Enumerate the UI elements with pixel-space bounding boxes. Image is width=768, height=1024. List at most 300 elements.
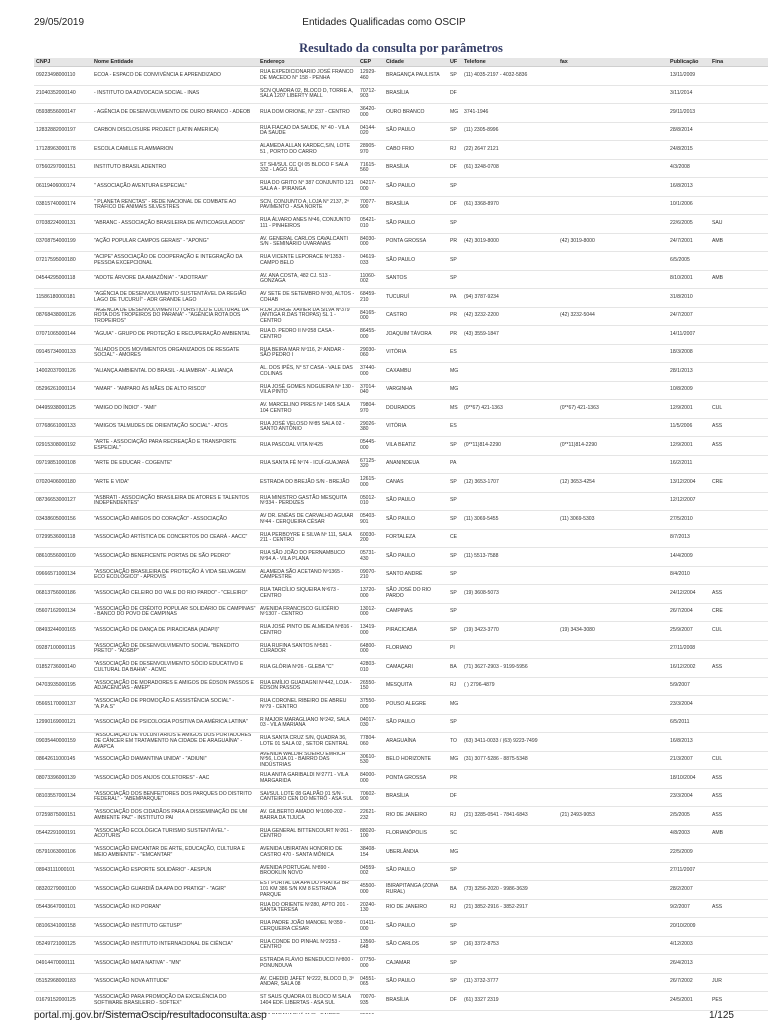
cell-cnpj: 05442291000191 [34,825,92,844]
cell-purpose: CRE [710,603,768,622]
cell-purpose: ASS [710,437,768,456]
cell-cep: 86455-000 [358,326,384,345]
cell-uf: PR [448,233,462,252]
cell-purpose: AMB [710,825,768,844]
cell-fax [558,529,668,548]
table-row [34,363,768,382]
report-heading: Resultado da consulta por parâmetros [299,41,503,55]
cell-cnpj: 03708754000199 [34,233,92,252]
cell-address: RUA SANTA CRUZ S/N, QUADRA 36, LOTE 01 SALA 02 , SETOR CENTRAL [258,733,358,752]
cell-uf: SP [448,603,462,622]
print-url: portal.mj.gov.br/SistemaOscip/resultadoconsulta.asp [34,1010,267,1021]
cell-published: 22/6/2005 [668,215,710,234]
table-row [34,973,768,992]
cell-phone: (11) 2305-8996 [462,122,558,141]
cell-published: 16/2/2011 [668,455,710,474]
cell-address: RUA PADRE JOÃO MANOEL Nº359 - CERQUEIRA CÉSAR [258,918,358,937]
cell-name: "ABRANC - ASSOCIAÇÃO BRASILEIRA DE ANTICOAGULADOS" [92,215,258,234]
cell-fax [558,85,668,104]
cell-cep: 11060-002 [358,270,384,289]
cell-phone: (11) 4035-2197 - 4032-5836 [462,67,558,86]
cell-uf: TO [448,733,462,752]
cell-published: 6/5/2011 [668,714,710,733]
cell-cnpj: 08943111000101 [34,862,92,881]
cell-name: "ASSOCIAÇÃO DE DESENVOLVIMENTO SÓCIO EDUCATIVO E CULTURAL DA BAHIA" - ACMC [92,659,258,678]
cell-cep: 29030-060 [358,344,384,363]
cell-name: "ASSOCIAÇÃO ESPORTE SOLIDÁRIO" - AESPUN [92,862,258,881]
cell-fax: (42) 3019-8000 [558,233,668,252]
cell-purpose [710,159,768,178]
cell-fax [558,566,668,585]
cell-cep: 60030-200 [358,529,384,548]
cell-city: DOURADOS [384,400,448,419]
cell-uf: RJ [448,141,462,160]
table-row [34,122,768,141]
cell-published: 14/11/2007 [668,326,710,345]
cell-uf: DF [448,159,462,178]
cell-city: CAMPINAS [384,603,448,622]
cell-phone [462,862,558,881]
cell-phone [462,640,558,659]
cell-cep: 79804-970 [358,400,384,419]
cell-fax [558,455,668,474]
cell-phone [462,714,558,733]
cell-cnpj: 08642611000145 [34,751,92,770]
cell-fax [558,936,668,955]
cell-fax [558,899,668,918]
cell-cep: 67125-320 [358,455,384,474]
cell-phone: (0**67) 421-1363 [462,400,558,419]
table-row [34,770,768,789]
cell-phone [462,825,558,844]
cell-purpose: PES [710,992,768,1011]
cell-purpose [710,122,768,141]
cell-phone [462,844,558,863]
cell-address: AL. DOS IPÊS, N° 57 CASA - VALE DAS COLINAS [258,363,358,382]
cell-cep: 04217-000 [358,178,384,197]
cell-fax [558,733,668,752]
cell-purpose [710,196,768,215]
cell-name: "AMIGO DO ÍNDIO" - "AMI" [92,400,258,419]
cell-cnpj: 07299536000118 [34,529,92,548]
cell-purpose [710,696,768,715]
cell-uf: SP [448,215,462,234]
cell-published: 24/12/2004 [668,585,710,604]
cell-name: "ASSOCIAÇÃO DE PSICOLOGIA POSITIVA DA AMÉRICA LATINA" [92,714,258,733]
cell-name: "AGÊNCIA DE DESENVOLVIMENTO TURÍSTICO E CULTURAL DA ROTA DOS TROPEIROS DO PARANÁ" - "AGÊNCIA ROTA DOS TROPEIROS" [92,307,258,326]
cell-city: SÃO PAULO [384,178,448,197]
cell-uf: CE [448,529,462,548]
cell-name: "ACIPE" ASSOCIAÇÃO DE COOPERAÇÃO E INTEGRAÇÃO DA PESSOA EXCEPCIONAL [92,252,258,271]
cell-published: 11/5/2006 [668,418,710,437]
table-row [34,659,768,678]
print-title: Entidades Qualificadas como OSCIP [302,17,466,28]
cell-cep: 20240-130 [358,899,384,918]
cell-fax [558,492,668,511]
cell-name: CARBON DISCLOSURE PROJECT (LATIN AMERICA) [92,122,258,141]
cell-cep: 13560-648 [358,936,384,955]
cell-purpose [710,363,768,382]
cell-address: RUA SÃO JOÃO DO PERNAMBUCO Nº94 A - VILA PLANA [258,548,358,567]
cell-published: 3/11/2014 [668,85,710,104]
cell-published: 4/12/2003 [668,936,710,955]
cell-uf: SP [448,437,462,456]
cell-cep: 13012-000 [358,603,384,622]
cell-fax [558,363,668,382]
cell-phone [462,85,558,104]
cell-address: EST PORTAL DA APA DO PRATIGI BR 101 KM 386 S/N KM 8 ESTRADA PARQUE [258,881,358,900]
cell-purpose: CUL [710,622,768,641]
cell-name: "ASSOCIAÇÃO EMCANTAR DE ARTE, EDUCAÇÃO, CULTURA E MEIO AMBIENTE" - "EMCANTAR" [92,844,258,863]
cell-phone: (21) 3285-0541 - 7841-6843 [462,807,558,826]
cell-uf: MG [448,844,462,863]
cell-published: 27/11/2008 [668,640,710,659]
cell-name: "ASSOCIAÇÃO DE CRÉDITO POPULAR SOLIDÁRIO DE CAMPINAS" - BANCO DO POVO DE CAMPINAS [92,603,258,622]
cell-purpose [710,529,768,548]
cell-address: AVENIDA PORTUGAL Nº890 - BROOKLIN NOVO [258,862,358,881]
cell-city: CABO FRIO [384,141,448,160]
cell-cnpj: 11586180000181 [34,289,92,308]
table-row [34,104,768,123]
page-number: 1/125 [708,1010,734,1021]
table-row [34,141,768,160]
cell-name: "ASSOCIAÇÃO BENEFICENTE PORTAS DE SÃO PEDRO" [92,548,258,567]
cell-cnpj: 07259875000151 [34,807,92,826]
cell-phone: (42) 3019-8000 [462,233,558,252]
cell-name: "ASSOCIAÇÃO DOS BENFEITORES DOS PARQUES DO DISTRITO FEDERAL" - "ABEMPARQUE" [92,788,258,807]
cell-cnpj: 04914470000111 [34,955,92,974]
cell-name: "AGÊNCIA DE DESENVOLVIMENTO SUSTENTÁVEL DA REGIÃO LAGO DE TUCURUÍ" - ADR GRANDE LAGO [92,289,258,308]
table-row [34,67,768,86]
cell-address: AVENIDA FRANCISCO GLICÉRIO Nº1307 - CENTRO [258,603,358,622]
cell-cnpj: 07560297000151 [34,159,92,178]
cell-name: "ALIANÇA AMBIENTAL DO BRASIL - ALIAMBRA" - ALIANÇA [92,363,258,382]
cell-phone: (22) 2647 2121 [462,141,558,160]
cell-published: 26/7/2002 [668,973,710,992]
table-row [34,677,768,696]
cell-address: RUA CORONEL RIBEIRO DE ABREU Nº79 - CENTRO [258,696,358,715]
cell-cep: 45500-000 [358,881,384,900]
table-row [34,585,768,604]
table-row [34,178,768,197]
cell-name: "ASSOCIAÇÃO AMIGOS DO CORAÇÃO" - ASSOCIAÇÃO [92,511,258,530]
cell-address: RUA PERBOYRE E SILVA Nº 111, SALA 211 - CENTRO [258,529,358,548]
cell-name: "ARTE E VIDA" [92,474,258,493]
cell-cnpj: 08736653000127 [34,492,92,511]
table-row [34,492,768,511]
cell-phone [462,215,558,234]
table-row [34,862,768,881]
cell-city: SÃO PAULO [384,252,448,271]
cell-fax [558,603,668,622]
cell-address: RUA RUFINA SANTOS Nº581 - CURADOR [258,640,358,659]
cell-cnpj: 05443647000101 [34,899,92,918]
cell-cep: 37550-000 [358,696,384,715]
cell-fax: (0**67) 421-1363 [558,400,668,419]
cell-name: "ASSOCIAÇÃO DE DANÇA DE PIRACICABA (ADAPI)" [92,622,258,641]
table-row [34,714,768,733]
cell-address: RUA SANTA FÉ Nº74 - ICUÍ-GUAJARÁ [258,455,358,474]
cell-cep: 13419-000 [358,622,384,641]
cell-purpose: CRE [710,474,768,493]
cell-purpose [710,252,768,271]
cell-name: - INSTITUTO DA ADVOCACIA SOCIAL - INAS [92,85,258,104]
cell-uf: SP [448,67,462,86]
cell-cep: 05403-901 [358,511,384,530]
cell-purpose [710,104,768,123]
cell-cnpj: 09145734000133 [34,344,92,363]
cell-uf: DF [448,196,462,215]
cell-purpose: SAU [710,215,768,234]
cell-city: SÃO PAULO [384,122,448,141]
cell-uf: MG [448,363,462,382]
column-header-phone: Telefone [462,58,558,67]
cell-uf: SP [448,936,462,955]
cell-address: RUA CONDE DO PINHAL Nº2253 - CENTRO [258,936,358,955]
cell-address: RUA MINISTRO GASTÃO MESQUITA Nº334 - PERDIZES [258,492,358,511]
cell-purpose: AMB [710,270,768,289]
cell-name: "ASBRATI - ASSOCIAÇÃO BRASILEIRA DE ATORES E TALENTOS INDEPENDENTES" [92,492,258,511]
cell-uf: SP [448,178,462,197]
cell-phone [462,178,558,197]
cell-city: SÃO PAULO [384,973,448,992]
cell-city: BRASÍLIA [384,159,448,178]
cell-name: "AÇÃO POPULAR CAMPOS GERAIS" - "APONG" [92,233,258,252]
cell-name: " ASSOCIAÇÃO AVENTURA ESPECIAL" [92,178,258,197]
cell-address: SCN QUADRA 02, BLOCO D, TORRE A, SALA 1207 LIBERTY MALL [258,85,358,104]
cell-fax [558,159,668,178]
cell-cep: 04559-002 [358,862,384,881]
cell-address: ESTRADA FLÁVIO BENEDUCCI Nº800 - PONUNDUVA [258,955,358,974]
cell-uf: DF [448,85,462,104]
cell-name: "ASSOCIAÇÃO INSTITUTO INTERNACIONAL DE CIÊNCIA" [92,936,258,955]
cell-cep: 28905-970 [358,141,384,160]
table-row [34,418,768,437]
cell-city: CASTRO [384,307,448,326]
cell-uf: PR [448,770,462,789]
cell-uf: SP [448,622,462,641]
cell-published: 28/1/2013 [668,363,710,382]
cell-cep: 05731-430 [358,548,384,567]
cell-city: ARAGUAÍNA [384,733,448,752]
cell-cep: 84165-000 [358,307,384,326]
cell-name: " PLANETA RENCTAS" - REDE NACIONAL DE COMBATE AO TRÁFICO DE ANIMAIS SILVESTRES [92,196,258,215]
cell-fax: (19) 3434-3080 [558,622,668,641]
cell-uf: SP [448,492,462,511]
cell-purpose [710,178,768,197]
cell-city: JOAQUIM TÁVORA [384,326,448,345]
cell-cnpj: 01679152000125 [34,992,92,1011]
cell-phone [462,696,558,715]
cell-cep: 22621-232 [358,807,384,826]
cell-fax [558,696,668,715]
cell-address: RUA FIACAO DA SAUDE, N° 40 - VILA DA SAUDE [258,122,358,141]
table-row [34,511,768,530]
cell-published: 12/9/2001 [668,400,710,419]
cell-cep: 04619-033 [358,252,384,271]
cell-published: 27/11/2007 [668,862,710,881]
cell-address: RUA TARCÍLIO SIQUEIRA Nº673 - CENTRO [258,585,358,604]
cell-purpose [710,344,768,363]
cell-address: RUA PASCOAL VITA Nº425 [258,437,358,456]
cell-city: OURO BRANCO [384,104,448,123]
cell-phone: (31) 3077-5286 - 8875-5348 [462,751,558,770]
table-row [34,252,768,271]
cell-cep: 07750-000 [358,955,384,974]
cell-uf: SP [448,252,462,271]
cell-cep: 88020-100 [358,825,384,844]
table-row [34,289,768,308]
cell-uf: MG [448,104,462,123]
cell-address: AV SETE DE SETEMBRO Nº30, ALTOS - COHAB [258,289,358,308]
cell-phone: (11) 5513-7588 [462,548,558,567]
column-header-purpose: Fina [710,58,768,67]
cell-uf: SP [448,566,462,585]
cell-cnpj: 08493244000165 [34,622,92,641]
cell-address: AVENIDA WALDIR SOEIRO EMRICH Nº56, LOJA 01 - BAIRRO DAS INDÚSTRIAS [258,751,358,770]
cell-cep: 04551-065 [358,973,384,992]
cell-published: 24/7/2001 [668,233,710,252]
cell-cnpj: 07071065000144 [34,326,92,345]
cell-uf: SP [448,862,462,881]
cell-phone: (61) 3248-0708 [462,159,558,178]
table-row [34,640,768,659]
cell-city: SÃO PAULO [384,714,448,733]
cell-cnpj: 05791063000106 [34,844,92,863]
cell-city: CAMAÇARI [384,659,448,678]
cell-purpose: CUL [710,400,768,419]
cell-cnpj: 08768438000126 [34,307,92,326]
cell-cep: 13720-000 [358,585,384,604]
cell-fax [558,992,668,1011]
column-header-city: Cidade [384,58,448,67]
cell-address: AV. ANA COSTA, 482 CJ. 513 - GONZAGA [258,270,358,289]
cell-published: 5/9/2007 [668,677,710,696]
cell-published: 6/5/2005 [668,252,710,271]
cell-fax [558,714,668,733]
cell-cnpj: 08103557000134 [34,788,92,807]
cell-address: RUA JOSÉ PINTO DE ALMEIDA Nº816 - CENTRO [258,622,358,641]
cell-phone: (19) 3423-3770 [462,622,558,641]
cell-address: ST SAUS QUADRA 01 BLOCO M SALA 1404 EDF. LIBERTAS - ASA SUL [258,992,358,1011]
cell-city: VITÓRIA [384,418,448,437]
cell-address: RUA BEIRA MAR Nº116, 2º ANDAR - SÃO PEDRO I [258,344,358,363]
table-row [34,215,768,234]
cell-cnpj: 09287100000115 [34,640,92,659]
cell-uf: MG [448,751,462,770]
cell-published: 25/9/2007 [668,622,710,641]
cell-name: "ASSOCIAÇÃO DOS ANJOS COLETORES" - AAC [92,770,258,789]
cell-cnpj: 03815740000174 [34,196,92,215]
cell-published: 10/8/2009 [668,381,710,400]
cell-name: "ASSOCIAÇÃO NOVA ATITUDE" [92,973,258,992]
cell-uf: SP [448,511,462,530]
cell-city: SÃO PAULO [384,548,448,567]
cell-city: CANAS [384,474,448,493]
cell-phone [462,455,558,474]
cell-city: SÃO PAULO [384,918,448,937]
cell-name: "ASSOCIAÇÃO DOS CIDADÃOS PARA A DISSEMINAÇÃO DE UM AMBIENTE PAZ" - INSTITUTO PAI [92,807,258,826]
cell-city: CAXAMBU [384,363,448,382]
table-row [34,307,768,326]
cell-phone: (42) 3232-2200 [462,307,558,326]
cell-address: AV. GILBERTO AMADO Nº1090-202 - BARRA DA TIJUCA [258,807,358,826]
cell-name: "ASSOCIAÇÃO ECOLÓGICA TURISMO SUSTENTÁVEL" - ACOTURIS [92,825,258,844]
cell-published: 16/8/2013 [668,733,710,752]
cell-cnpj: 04544295000118 [34,270,92,289]
cell-city: BRASÍLIA [384,85,448,104]
cell-published: 8/7/2013 [668,529,710,548]
cell-fax: (21) 2493-9053 [558,807,668,826]
cell-address: RUA D. PEDRO II Nº258 CASA - CENTRO [258,326,358,345]
cell-published: 24/8/2015 [668,141,710,160]
cell-fax [558,844,668,863]
cell-published: 18/10/2004 [668,770,710,789]
table-row [34,85,768,104]
cell-purpose [710,67,768,86]
cell-phone: (0**11)814-2290 [462,437,558,456]
cell-purpose: ASS [710,770,768,789]
cell-city: SÃO JOSÉ DO RIO PARDO [384,585,448,604]
cell-fax [558,659,668,678]
cell-cnpj: 05938556000147 [34,104,92,123]
column-header-address: Endereço [258,58,358,67]
cell-cep: 30610-530 [358,751,384,770]
cell-published: 10/1/2006 [668,196,710,215]
cell-uf: SP [448,270,462,289]
cell-phone: (61) 3327 2319 [462,992,558,1011]
cell-published: 28/2/2007 [668,881,710,900]
cell-name: "AMIGOS TALMUDES DE ORIENTAÇÃO SOCIAL" - ATOS [92,418,258,437]
cell-purpose: AMB [710,233,768,252]
cell-name: "ADOTE ÁRVORE DA AMAZÔNIA" - "ADOTRAM" [92,270,258,289]
cell-name: "ARTE - ASSOCIAÇÃO PARA RECREAÇÃO E TRANSPORTE ESPECIAL" [92,437,258,456]
cell-cep: 04017-030 [358,714,384,733]
cell-cnpj: 07038224000131 [34,215,92,234]
cell-fax [558,548,668,567]
cell-cnpj: 17128963000178 [34,141,92,160]
cell-city: SÃO PAULO [384,862,448,881]
cell-city: BRASÍLIA [384,992,448,1011]
cell-phone [462,918,558,937]
cell-published: 24/5/2001 [668,992,710,1011]
table-row [34,807,768,826]
cell-cep: 05445-000 [358,437,384,456]
cell-fax [558,381,668,400]
cell-uf: SP [448,918,462,937]
cell-published: 13/11/2009 [668,67,710,86]
cell-uf: SP [448,714,462,733]
cell-purpose [710,307,768,326]
cell-uf: ES [448,344,462,363]
cell-name: ESCOLA CAMILLE FLAMMARION [92,141,258,160]
cell-published: 26/7/2004 [668,603,710,622]
cell-phone [462,492,558,511]
cell-uf: SP [448,122,462,141]
cell-fax: (0**11)814-2290 [558,437,668,456]
cell-address: ESTRADA DO BREJÃO S/N - BREJÃO [258,474,358,493]
cell-name: "ASSOCIAÇÃO DE VOLUNTÁRIOS E AMIGOS DOS PORTADORES DE CÂNCER EM TRATAMENTO NA CIDADE DE ARAGUAÍNA" - AVAPCA [92,733,258,752]
cell-fax [558,770,668,789]
cell-city: SANTO ANDRÉ [384,566,448,585]
cell-published: 2/5/2005 [668,807,710,826]
column-header-cnpj: CNPJ [34,58,92,67]
cell-uf: MG [448,381,462,400]
cell-fax [558,751,668,770]
cell-cep: 09070-210 [358,566,384,585]
cell-published: 4/8/2003 [668,825,710,844]
cell-address: ALAMEDA SÃO ACETANO Nº1365 - CAMPESTRE [258,566,358,585]
